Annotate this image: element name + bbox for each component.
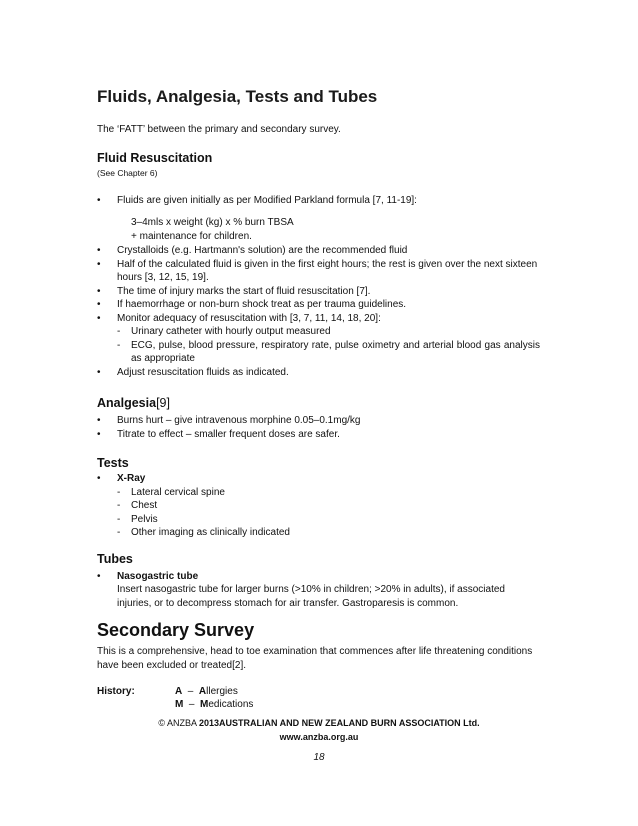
footer-url: www.anzba.org.au [279,732,359,742]
analgesia-heading: Analgesia[9] [97,396,170,410]
list-item: • Titrate to effect – smaller frequent doses are safer. [97,428,340,440]
list-item: - Pelvis [117,513,158,525]
list-item: - Other imaging as clinically indicated [117,527,290,538]
list-item: - Urinary catheter with hourly output measured [117,326,331,337]
history-item-a: A – Allergies [175,686,238,697]
history-label: History: [97,686,135,697]
xray-list [97,486,540,540]
fluid-bullet-list-1 [97,194,540,208]
page-title: Fluids, Analgesia, Tests and Tubes [97,87,378,106]
secondary-survey-heading: Secondary Survey [97,620,255,640]
list-item: • The time of injury marks the start of fluid resuscitation [7]. [97,285,371,297]
intro-text: The ‘FATT’ between the primary and secondary survey. [97,124,341,135]
list-item: • Adjust resuscitation fluids as indicated. [97,366,289,378]
tubes-text: Insert nasogastric tube for larger burns (>10% in children; >20% in adults), if associated injuries, or to decompress stomach for air transfer. Gastroparesis is common. [117,584,505,609]
tests-list [97,472,540,540]
footer-copyright: © ANZBA 2013AUSTRALIAN AND NEW ZEALAND BURN ASSOCIATION Ltd. [158,718,480,728]
list-item: • Burns hurt – give intravenous morphine 0.05–0.1mg/kg [97,415,361,426]
list-item: • Crystalloids (e.g. Hartmann's solution) are the recommended fluid [97,245,408,256]
fluid-heading: Fluid Resuscitation [97,151,213,165]
formula-line-2: + maintenance for children. [131,231,252,242]
page-number: 18 [313,752,325,763]
fluid-see-chapter: (See Chapter 6) [97,168,158,178]
list-item: • X-Ray - Lateral cervical spine - Chest - Pelvis - Other imaging as clinically indicated [97,472,540,540]
list-item: - Chest [117,500,158,511]
tubes-heading: Tubes [97,552,133,566]
list-item: • Nasogastric tube [97,571,199,582]
list-item: • Half of the calculated fluid is given in the first eight hours; the rest is given over the next sixteen hours [3, 12, 15, 19]. [97,258,538,283]
monitor-list [97,325,540,366]
fluid-bullet-list-2 [97,244,540,379]
list-item: • Fluids are given initially as per Modified Parkland formula [7, 11-19]: [97,195,417,206]
analgesia-list [97,414,540,441]
history-item-m: M – Medications [175,699,254,710]
list-item: • Monitor adequacy of resuscitation with [3, 7, 11, 14, 18, 20]: - Urinary catheter with hourly output measured - ECG, pulse, blood pressure, respiratory rate, pulse oximetry and arterial blood gas analysis as appropriate [97,312,540,364]
formula-line-1: 3–4mls x weight (kg) x % burn TBSA [131,217,294,228]
tubes-list [97,570,540,584]
secondary-survey-text: This is a comprehensive, head to toe examination that commences after life threatening conditions have been excluded or treated[2]. [97,646,533,671]
tests-heading: Tests [97,456,129,470]
list-item: - ECG, pulse, blood pressure, respiratory rate, pulse oximetry and arterial blood gas analysis as appropriate [117,339,540,364]
list-item: - Lateral cervical spine [117,486,225,498]
list-item: • If haemorrhage or non-burn shock treat as per trauma guidelines. [97,299,407,310]
